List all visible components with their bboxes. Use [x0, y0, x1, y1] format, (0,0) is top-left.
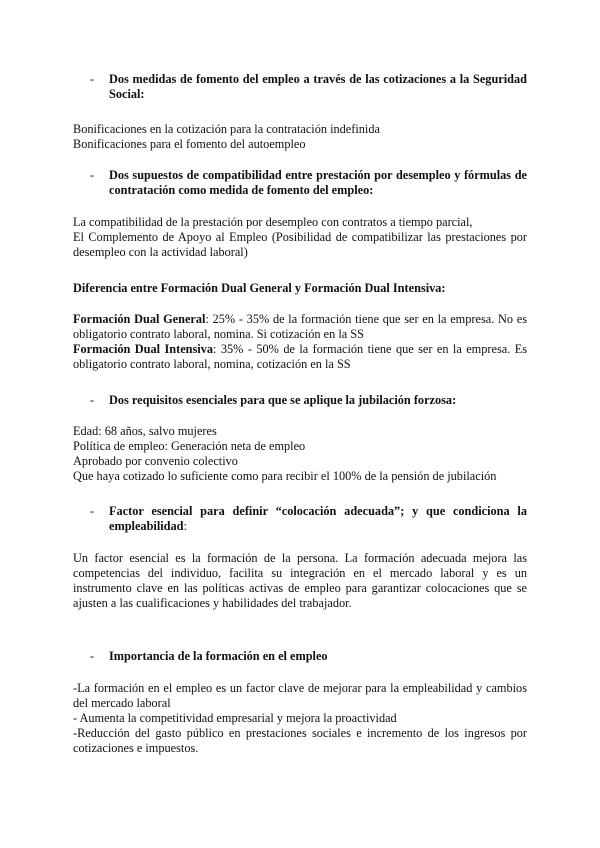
section5-paragraph: Un factor esencial es la formación de la persona. La formación adecuada mejora las competencias del individuo, facilita su integración en el mercado laboral y es un instrumento clave en las políticas activas de empleo para garantizar colocaciones que se ajusten a las cualificaciones y habilidades del trabajador.	[73, 551, 527, 610]
section2-list	[73, 215, 527, 260]
list-item: Bonificaciones en la cotización para la contratación indefinida	[73, 122, 380, 136]
section2-heading-text: Dos supuestos de compatibilidad entre prestación por desempleo y fórmulas de contratación como medida de fomento del empleo:	[109, 168, 527, 197]
section5-heading-main: Factor esencial para definir “colocación adecuada”; y que condiciona la empleabilidad	[109, 504, 527, 533]
bullet-dash: -	[90, 393, 95, 407]
list-item: El Complemento de Apoyo al Empleo (Posibilidad de compatibilizar las prestaciones por desempleo con la actividad laboral)	[73, 230, 527, 259]
list-item: Política de empleo: Generación neta de empleo	[73, 439, 306, 453]
list-item: Edad: 68 años, salvo mujeres	[73, 424, 217, 438]
bullet-dash: -	[90, 72, 95, 86]
list-item: - Aumenta la competitividad empresarial y mejora la proactividad	[73, 711, 397, 725]
formacion-intensiva-paragraph	[73, 342, 527, 372]
section3-body	[73, 312, 527, 372]
bullet-dash: -	[90, 168, 95, 182]
formacion-intensiva-label: Formación Dual Intensiva	[73, 342, 214, 356]
section6-list	[73, 681, 527, 756]
section4-heading	[73, 393, 527, 408]
section3-heading: Diferencia entre Formación Dual General y Formación Dual Intensiva:	[73, 281, 446, 295]
formacion-intensiva-text: : 35% - 50% de la formación tiene que ser en la empresa. Es obligatorio contrato laboral, nomina, cotización en la SS	[73, 342, 527, 371]
list-item: La compatibilidad de la prestación por desempleo con contratos a tiempo parcial,	[73, 215, 473, 229]
list-item: Que haya cotizado lo suficiente como para recibir el 100% de la pensión de jubilación	[73, 469, 497, 483]
list-item: -La formación en el empleo es un factor clave de mejorar para la empleabilidad y cambios del mercado laboral	[73, 681, 527, 710]
list-item: Aprobado por convenio colectivo	[73, 454, 238, 468]
list-item: Bonificaciones para el fomento del autoempleo	[73, 137, 306, 151]
section1-heading	[73, 72, 527, 102]
section5-heading	[73, 504, 527, 534]
formacion-general-paragraph	[73, 312, 527, 342]
section1-list	[73, 122, 527, 152]
section6-heading	[73, 649, 527, 664]
section4-heading-text: Dos requisitos esenciales para que se aplique la jubilación forzosa:	[109, 393, 457, 407]
formacion-general-label: Formación Dual General	[73, 312, 206, 326]
section5-heading-text	[109, 504, 527, 534]
bullet-dash: -	[90, 649, 95, 663]
list-item: -Reducción del gasto público en prestaciones sociales e incremento de los ingresos por cotizaciones e impuestos.	[73, 726, 527, 755]
section2-heading	[73, 168, 527, 198]
section4-list	[73, 424, 527, 484]
bullet-dash: -	[90, 504, 95, 518]
section6-heading-text: Importancia de la formación en el empleo	[109, 649, 328, 663]
formacion-general-text: : 25% - 35% de la formación tiene que ser en la empresa. No es obligatorio contrato laboral, nomina. Si cotización en la SS	[73, 312, 527, 341]
section5-heading-colon: :	[183, 519, 187, 533]
section1-heading-text: Dos medidas de fomento del empleo a través de las cotizaciones a la Seguridad Social:	[109, 72, 527, 101]
